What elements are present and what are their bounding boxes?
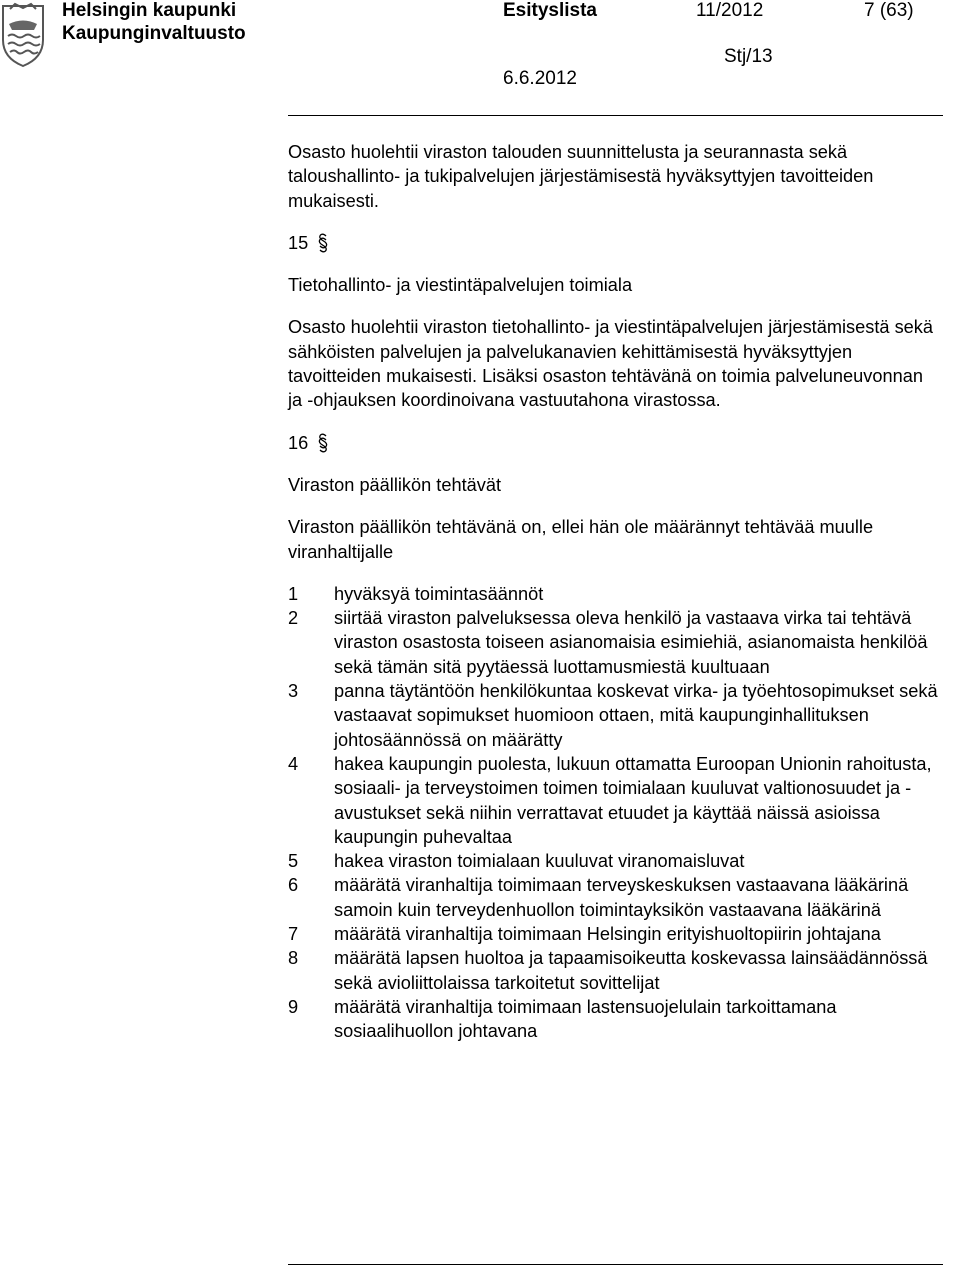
section-sign-icon [316, 433, 330, 453]
list-item-text: määrätä lapsen huoltoa ja tapaamisoikeutta koskevassa lainsäädännössä sekä avioliittolaissa tarkoitetut sovittelijat [334, 948, 928, 993]
section-16-heading [288, 431, 938, 455]
section-15-heading [288, 231, 938, 255]
list-item [288, 946, 938, 995]
list-item-number: 7 [288, 924, 299, 945]
reference-code: Stj/13 [724, 46, 773, 67]
section-number: 16 [288, 432, 309, 453]
list-item [288, 752, 938, 849]
duties-list [288, 582, 938, 1044]
section-16-intro: Viraston päällikön tehtävänä on, ellei hän ole määrännyt tehtävää muulle viranhaltijalle [288, 517, 874, 562]
list-item-number: 9 [288, 996, 299, 1017]
list-item-number: 2 [288, 608, 299, 629]
city-coat-of-arms-icon [0, 0, 46, 68]
list-item [288, 849, 938, 873]
list-item-text: panna täytäntöön henkilökuntaa koskevat virka- ja työehtosopimukset sekä vastaavat sopimukset huomioon ottaen, mitä kaupunginhallituksen johtosäännössä on määrätty [334, 681, 938, 750]
list-item [288, 606, 938, 679]
document-body [288, 140, 938, 1044]
header-rule [288, 115, 943, 116]
list-item-number: 4 [288, 753, 299, 774]
section-sign-icon [316, 233, 330, 253]
section-15-paragraph: Osasto huolehtii viraston tietohallinto- ja viestintäpalvelujen järjestämisestä sekä sähköisten palvelujen ja palvelukanavien kehittämisestä hyväksyttyjen tavoitteiden mukaisesti. Lisäksi osaston tehtävänä on toimia palveluneuvonnan ja -ohjauksen koordinoivana vastuutahona virastossa. [288, 317, 933, 411]
list-item [288, 873, 938, 922]
section-number: 15 [288, 232, 309, 253]
list-item-text: hakea viraston toimialaan kuuluvat viranomaisluvat [334, 851, 745, 872]
list-item-text: määrätä viranhaltija toimimaan lastensuojelulain tarkoittamana sosiaalihuollon johtavana [334, 996, 837, 1042]
meeting-date: 6.6.2012 [503, 68, 577, 89]
list-item-text: määrätä viranhaltija toimimaan Helsingin erityishuoltopiirin johtajana [334, 924, 881, 945]
footer-rule [288, 1264, 943, 1265]
list-item-text: hyväksyä toimintasäännöt [334, 583, 544, 604]
list-item-number: 5 [288, 851, 299, 872]
section-16-title: Viraston päällikön tehtävät [288, 474, 502, 495]
list-item [288, 679, 938, 752]
council-name: Kaupunginvaltuusto [62, 23, 246, 44]
list-item-number: 3 [288, 681, 299, 702]
list-item-number: 6 [288, 875, 299, 896]
page-number: 7 (63) [864, 0, 914, 21]
intro-paragraph: Osasto huolehtii viraston talouden suunnittelusta ja seurannasta sekä taloushallinto- ja tukipalvelujen järjestämisestä hyväksyttyjen tavoitteiden mukaisesti. [288, 142, 874, 211]
city-name: Helsingin kaupunki [62, 0, 237, 21]
document-number: 11/2012 [696, 0, 764, 21]
list-item [288, 582, 938, 606]
list-item-number: 8 [288, 948, 299, 969]
document-type: Esityslista [503, 0, 597, 21]
list-item-text: siirtää viraston palveluksessa oleva henkilö ja vastaava virka tai tehtävä viraston osastosta toiseen asianomaisia esimiehiä, asianomaista henkilöä sekä tämän sitä pyytäessä luottamusmiestä kuultuaan [334, 608, 928, 677]
list-item-number: 1 [288, 583, 299, 604]
list-item-text: hakea kaupungin puolesta, lukuun ottamatta Euroopan Unionin rahoitusta, sosiaali- ja terveystoimen toimen toimialaan kuuluvat valtionosuudet ja -avustukset sekä niihin verrattavat etuudet ja käyttää näissä asioissa kaupungin puhevaltaa [334, 753, 932, 847]
list-item [288, 922, 938, 946]
list-item [288, 995, 938, 1044]
section-15-title: Tietohallinto- ja viestintäpalvelujen toimiala [288, 275, 633, 296]
list-item-text: määrätä viranhaltija toimimaan terveyskeskuksen vastaavana lääkärinä samoin kuin terveydenhuollon toimintayksikön vastaavana lääkärinä [334, 875, 909, 920]
